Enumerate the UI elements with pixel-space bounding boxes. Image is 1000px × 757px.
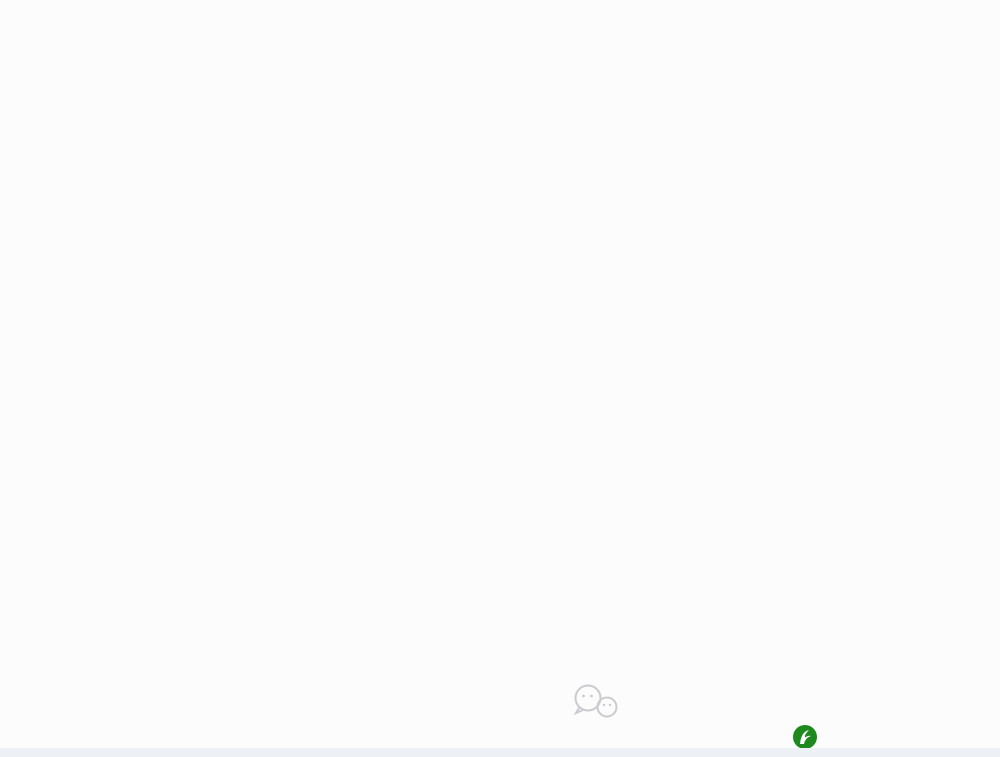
bottom-strip <box>0 748 1000 757</box>
tanpaifang-logo <box>792 724 836 750</box>
wechat-icon <box>570 683 622 723</box>
wechat-watermark <box>570 683 630 723</box>
note-line <box>20 728 22 746</box>
tanpaifang-icon <box>792 724 818 750</box>
